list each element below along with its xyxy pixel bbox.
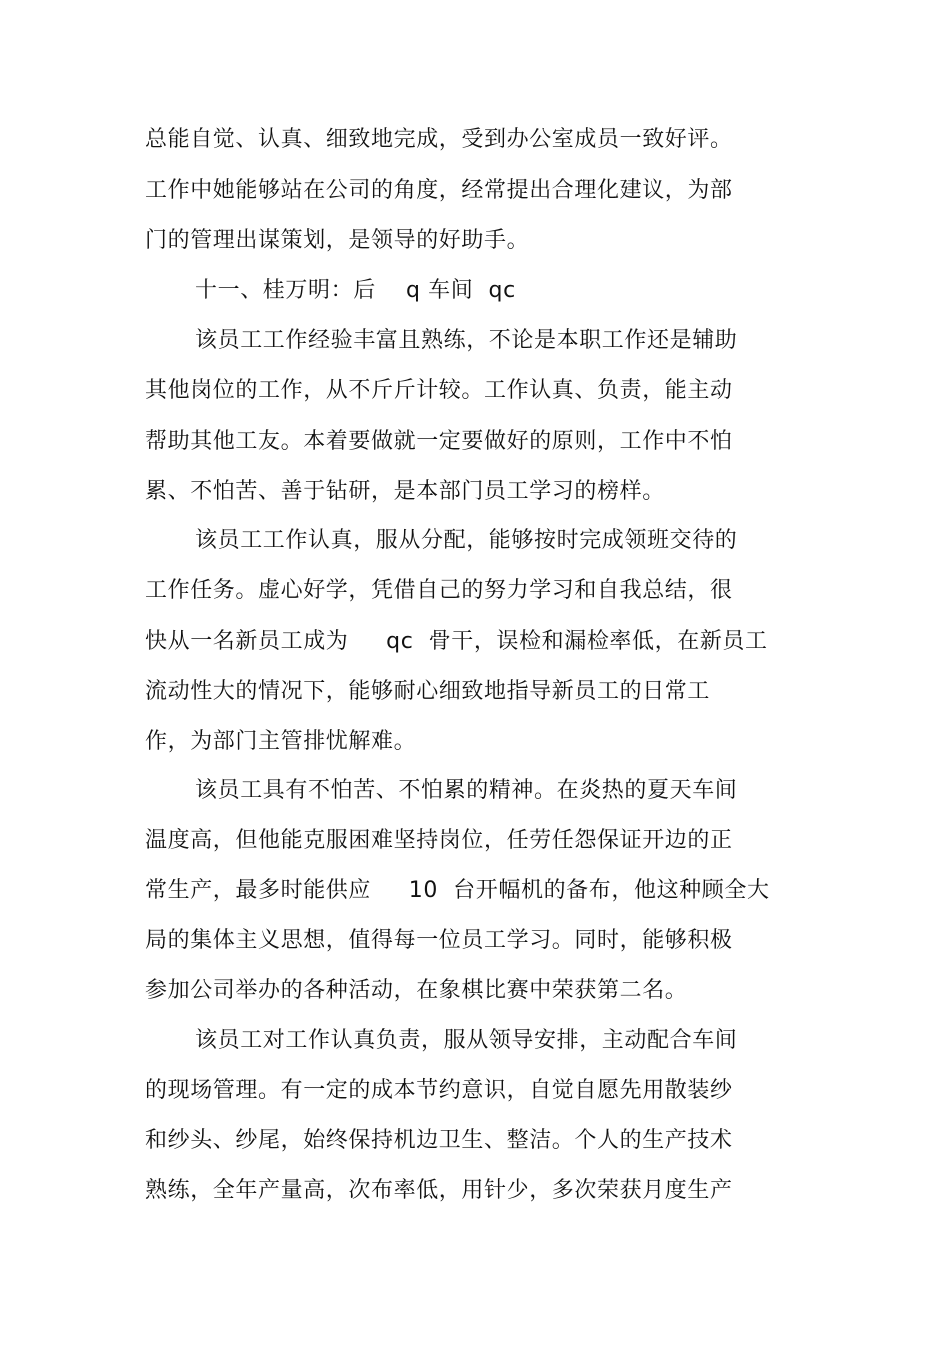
text-line: 门的管理出谋策划，是领导的好助手。: [145, 228, 530, 253]
paragraph-start: 该员工具有不怕苦、不怕累的精神。在炎热的夏天车间: [195, 778, 738, 803]
text-line: 累、不怕苦、善于钻研，是本部门员工学习的榜样。: [145, 479, 665, 504]
text-line: 温度高，但他能克服困难坚持岗位，任劳任怨保证开边的正: [145, 828, 733, 853]
paragraph-start: 该员工工作认真，服从分配，能够按时完成领班交待的: [195, 528, 738, 553]
text-line: 其他岗位的工作，从不斤斤计较。工作认真、负责，能主动: [145, 378, 733, 403]
text-line: 流动性大的情况下，能够耐心细致地指导新员工的日常工: [145, 679, 711, 704]
text-line: 作，为部门主管排忧解难。: [145, 729, 417, 754]
paragraph-start: 该员工对工作认真负责，服从领导安排，主动配合车间: [195, 1028, 738, 1053]
text-line: 熟练，全年产量高，次布率低，用针少，多次荣获月度生产: [145, 1178, 733, 1203]
text-line: 的现场管理。有一定的成本节约意识，自觉自愿先用散装纱: [145, 1078, 733, 1103]
text-line: 帮助其他工友。本着要做就一定要做好的原则，工作中不怕: [145, 429, 733, 454]
text-line: 局的集体主义思想，值得每一位员工学习。同时，能够积极: [145, 928, 733, 953]
text-line: 工作中她能够站在公司的角度，经常提出合理化建议，为部: [145, 178, 733, 203]
text-line: 快从一名新员工成为 qc 骨干，误检和漏检率低，在新员工: [145, 629, 768, 654]
text-line: 和纱头、纱尾，始终保持机边卫生、整洁。个人的生产技术: [145, 1128, 733, 1153]
paragraph-start: 该员工工作经验丰富且熟练，不论是本职工作还是辅助: [195, 328, 738, 353]
text-line: 工作任务。虚心好学，凭借自己的努力学习和自我总结，很: [145, 578, 733, 603]
section-heading: 十一、桂万明：后 q 车间 qc: [195, 278, 516, 303]
text-line: 参加公司举办的各种活动，在象棋比赛中荣获第二名。: [145, 978, 688, 1003]
text-line: 常生产，最多时能供应 10 台开幅机的备布，他这种顾全大: [145, 878, 770, 903]
text-line: 总能自觉、认真、细致地完成，受到办公室成员一致好评。: [145, 127, 733, 152]
